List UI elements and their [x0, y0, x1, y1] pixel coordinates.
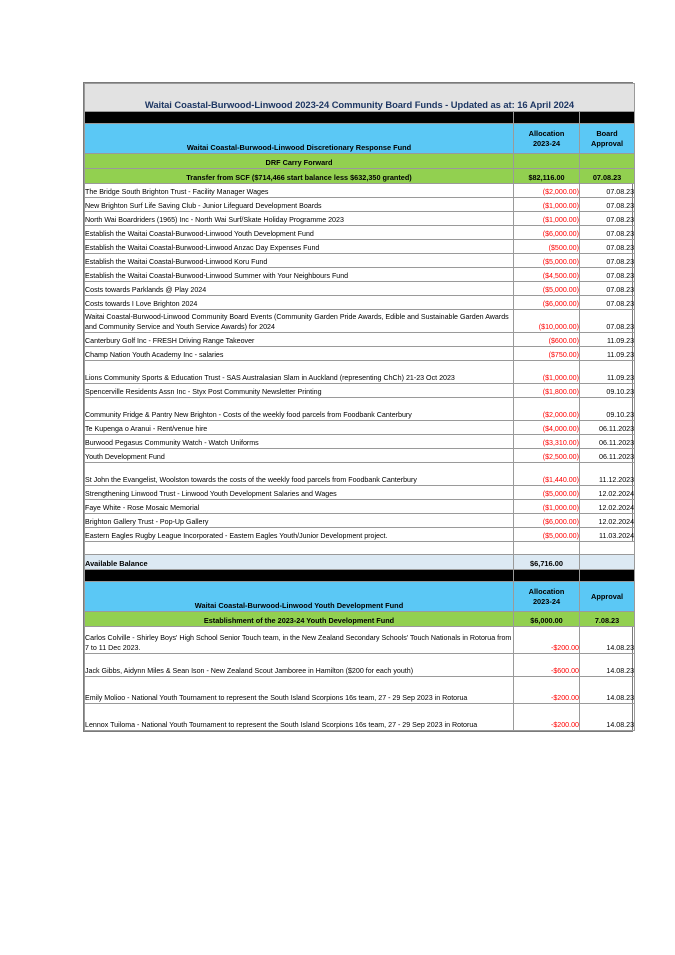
table-row: [85, 361, 635, 384]
row-description: Faye White - Rose Mosaic Memorial: [85, 500, 514, 514]
row-description: Eastern Eagles Rugby League Incorporated - Eastern Eagles Youth/Junior Development project.: [85, 528, 514, 542]
row-description: Establish the Waitai Coastal-Burwood-Linwood Youth Development Fund: [85, 226, 514, 240]
row-description: Champ Nation Youth Academy Inc - salaries: [85, 347, 514, 361]
available-balance-approval: [580, 555, 635, 570]
divider-band-middle: [85, 570, 635, 582]
row-allocation: ($1,000.00): [514, 212, 580, 226]
row-approval-date: 09.10.23: [580, 398, 635, 421]
table-row: [85, 254, 635, 268]
row-approval-date: 14.08.23: [580, 654, 635, 677]
row-allocation: ($1,000.00): [514, 198, 580, 212]
available-balance-row: [85, 555, 635, 570]
row-allocation: ($5,000.00): [514, 254, 580, 268]
row-approval-date: 12.02.2024: [580, 486, 635, 500]
row-allocation: ($1,000.00): [514, 361, 580, 384]
row-description: Emily Molioo - National Youth Tournament to represent the South Island Scorpions 16s team, 27 - 29 Sep 2023 in Rotorua: [85, 677, 514, 704]
row-allocation: -$200.00: [514, 627, 580, 654]
row-approval-date: 12.02.2024: [580, 500, 635, 514]
table-row: [85, 654, 635, 677]
table-row: [85, 421, 635, 435]
ydf-section-header: [85, 582, 635, 612]
row-approval-date: 07.08.23: [580, 198, 635, 212]
ydf-approval-column-header: Approval: [580, 582, 635, 612]
row-allocation: ($1,800.00): [514, 384, 580, 398]
spacer-cell: [580, 542, 635, 555]
table-row: [85, 226, 635, 240]
row-description: Costs towards Parklands @ Play 2024: [85, 282, 514, 296]
row-approval-date: 07.08.23: [580, 254, 635, 268]
divider-cell: [85, 112, 514, 124]
title-row: [85, 84, 635, 112]
row-description: Burwood Pegasus Community Watch - Watch Uniforms: [85, 435, 514, 449]
drf-carry-forward-row: [85, 154, 635, 169]
divider-cell: [580, 112, 635, 124]
table-row: [85, 500, 635, 514]
row-approval-date: 07.08.23: [580, 282, 635, 296]
allocation-header-line1: Allocation: [528, 586, 565, 596]
row-approval-date: 11.09.23: [580, 333, 635, 347]
divider-band-top: [85, 112, 635, 124]
row-description: Community Fridge & Pantry New Brighton - Costs of the weekly food parcels from Foodbank Canterbury: [85, 398, 514, 421]
drf-spacer-row: [85, 542, 635, 555]
ydf-establishment-label: Establishment of the 2023-24 Youth Development Fund: [85, 612, 514, 627]
row-allocation: ($2,000.00): [514, 398, 580, 421]
allocation-header-line2: 2023-24: [532, 596, 561, 606]
row-description: St John the Evangelist, Woolston towards the costs of the weekly food parcels from Foodbank Canterbury: [85, 463, 514, 486]
approval-header-line1: Board: [596, 128, 618, 138]
row-description: Te Kupenga o Aranui - Rent/venue hire: [85, 421, 514, 435]
row-allocation: ($5,000.00): [514, 486, 580, 500]
row-allocation: -$200.00: [514, 677, 580, 704]
table-row: [85, 449, 635, 463]
row-description: Establish the Waitai Coastal-Burwood-Linwood Koru Fund: [85, 254, 514, 268]
allocation-header-line2: 2023-24: [532, 138, 561, 148]
row-description: Spencerville Residents Assn Inc - Styx Post Community Newsletter Printing: [85, 384, 514, 398]
ydf-establishment-row: [85, 612, 635, 627]
row-allocation: ($2,500.00): [514, 449, 580, 463]
available-balance-label: Available Balance: [85, 555, 514, 570]
row-description: Strengthening Linwood Trust - Linwood Youth Development Salaries and Wages: [85, 486, 514, 500]
row-approval-date: 07.08.23: [580, 268, 635, 282]
row-approval-date: 07.08.23: [580, 310, 635, 333]
drf-carry-forward-allocation: [514, 154, 580, 169]
row-allocation: ($1,440.00): [514, 463, 580, 486]
spacer-cell: [514, 542, 580, 555]
row-approval-date: 11.12.2023: [580, 463, 635, 486]
divider-cell: [580, 570, 635, 582]
row-description: Brighton Gallery Trust - Pop-Up Gallery: [85, 514, 514, 528]
table-row: [85, 463, 635, 486]
drf-section-title: Waitai Coastal-Burwood-Linwood Discretionary Response Fund: [85, 124, 514, 154]
table-row: [85, 627, 635, 654]
drf-carry-forward-approval: [580, 154, 635, 169]
drf-section-header: [85, 124, 635, 154]
row-allocation: -$600.00: [514, 654, 580, 677]
row-approval-date: 06.11.2023: [580, 435, 635, 449]
row-description: Jack Gibbs, Aidynn Miles & Sean Ison - New Zealand Scout Jamboree in Hamilton ($200 for each youth): [85, 654, 514, 677]
funds-sheet: [83, 82, 633, 732]
row-allocation: ($10,000.00): [514, 310, 580, 333]
row-description: North Wai Boardriders (1965) Inc - North Wai Surf/Skate Holiday Programme 2023: [85, 212, 514, 226]
row-approval-date: 07.08.23: [580, 240, 635, 254]
row-allocation: ($6,000.00): [514, 514, 580, 528]
row-description: Lennox Tuiloma - National Youth Tournament to represent the South Island Scorpions 16s team, 27 - 29 Sep 2023 in Rotorua: [85, 704, 514, 731]
table-row: [85, 704, 635, 731]
divider-cell: [514, 112, 580, 124]
row-description: Lions Community Sports & Education Trust - SAS Australasian Slam in Auckland (representing ChCh) 21-23 Oct 2023: [85, 361, 514, 384]
available-balance-amount: $6,716.00: [514, 555, 580, 570]
table-row: [85, 310, 635, 333]
row-description: Waitai Coastal-Burwood-Linwood Community Board Events (Community Garden Pride Awards, Edible and Sustainable Garden Awards and Community Service and Youth Service Awards) for 2024: [85, 310, 514, 333]
row-allocation: ($6,000.00): [514, 226, 580, 240]
row-allocation: ($6,000.00): [514, 296, 580, 310]
table-row: [85, 333, 635, 347]
row-description: Costs towards I Love Brighton 2024: [85, 296, 514, 310]
drf-transfer-approval: 07.08.23: [580, 169, 635, 184]
row-allocation: ($5,000.00): [514, 282, 580, 296]
table-row: [85, 398, 635, 421]
drf-approval-column-header: [580, 124, 635, 154]
row-allocation: ($4,500.00): [514, 268, 580, 282]
table-row: [85, 677, 635, 704]
row-approval-date: 07.08.23: [580, 226, 635, 240]
table-row: [85, 282, 635, 296]
row-description: Establish the Waitai Coastal-Burwood-Linwood Summer with Your Neighbours Fund: [85, 268, 514, 282]
ydf-allocation-column-header: [514, 582, 580, 612]
table-row: [85, 347, 635, 361]
divider-cell: [514, 570, 580, 582]
row-approval-date: 14.08.23: [580, 677, 635, 704]
row-approval-date: 06.11.2023: [580, 449, 635, 463]
row-description: The Bridge South Brighton Trust - Facility Manager Wages: [85, 184, 514, 198]
spacer-cell: [85, 542, 514, 555]
drf-rows-body: [85, 184, 635, 542]
row-allocation: ($500.00): [514, 240, 580, 254]
row-approval-date: 14.08.23: [580, 704, 635, 731]
table-row: [85, 514, 635, 528]
row-allocation: ($5,000.00): [514, 528, 580, 542]
page-title: Waitai Coastal-Burwood-Linwood 2023-24 Community Board Funds - Updated as at: 16 April 2024: [85, 84, 635, 112]
ydf-section-title: Waitai Coastal-Burwood-Linwood Youth Development Fund: [85, 582, 514, 612]
row-approval-date: 11.09.23: [580, 361, 635, 384]
row-approval-date: 07.08.23: [580, 212, 635, 226]
ydf-establishment-allocation: $6,000.00: [514, 612, 580, 627]
table-row: [85, 212, 635, 226]
row-allocation: ($3,310.00): [514, 435, 580, 449]
approval-header-line2: Approval: [591, 138, 624, 148]
divider-cell: [85, 570, 514, 582]
table-row: [85, 296, 635, 310]
table-row: [85, 240, 635, 254]
row-approval-date: 06.11.2023: [580, 421, 635, 435]
row-approval-date: 07.08.23: [580, 184, 635, 198]
row-approval-date: 09.10.23: [580, 384, 635, 398]
allocation-header-line1: Allocation: [528, 128, 565, 138]
row-description: Youth Development Fund: [85, 449, 514, 463]
row-approval-date: 14.08.23: [580, 627, 635, 654]
row-allocation: -$200.00: [514, 704, 580, 731]
row-allocation: ($2,000.00): [514, 184, 580, 198]
drf-transfer-label: Transfer from SCF ($714,466 start balance less $632,350 granted): [85, 169, 514, 184]
ydf-establishment-approval: 7.08.23: [580, 612, 635, 627]
row-allocation: ($1,000.00): [514, 500, 580, 514]
row-description: New Brighton Surf Life Saving Club - Junior Lifeguard Development Boards: [85, 198, 514, 212]
drf-allocation-column-header: [514, 124, 580, 154]
row-approval-date: 07.08.23: [580, 296, 635, 310]
drf-carry-forward-label: DRF Carry Forward: [85, 154, 514, 169]
community-board-funds-table: [84, 83, 635, 731]
table-row: [85, 384, 635, 398]
table-row: [85, 198, 635, 212]
row-description: Canterbury Golf Inc - FRESH Driving Range Takeover: [85, 333, 514, 347]
row-allocation: ($600.00): [514, 333, 580, 347]
table-row: [85, 528, 635, 542]
row-approval-date: 11.03.2024: [580, 528, 635, 542]
table-row: [85, 486, 635, 500]
row-approval-date: 11.09.23: [580, 347, 635, 361]
drf-transfer-allocation: $82,116.00: [514, 169, 580, 184]
row-approval-date: 12.02.2024: [580, 514, 635, 528]
table-row: [85, 184, 635, 198]
table-row: [85, 435, 635, 449]
row-description: Establish the Waitai Coastal-Burwood-Linwood Anzac Day Expenses Fund: [85, 240, 514, 254]
row-allocation: ($750.00): [514, 347, 580, 361]
row-allocation: ($4,000.00): [514, 421, 580, 435]
drf-transfer-row: [85, 169, 635, 184]
table-row: [85, 268, 635, 282]
ydf-rows-body: [85, 627, 635, 731]
row-description: Carlos Colville - Shirley Boys' High School Senior Touch team, in the New Zealand Secondary Schools' Touch Nationals in Rotorua from 7 to 11 Dec 2023.: [85, 627, 514, 654]
